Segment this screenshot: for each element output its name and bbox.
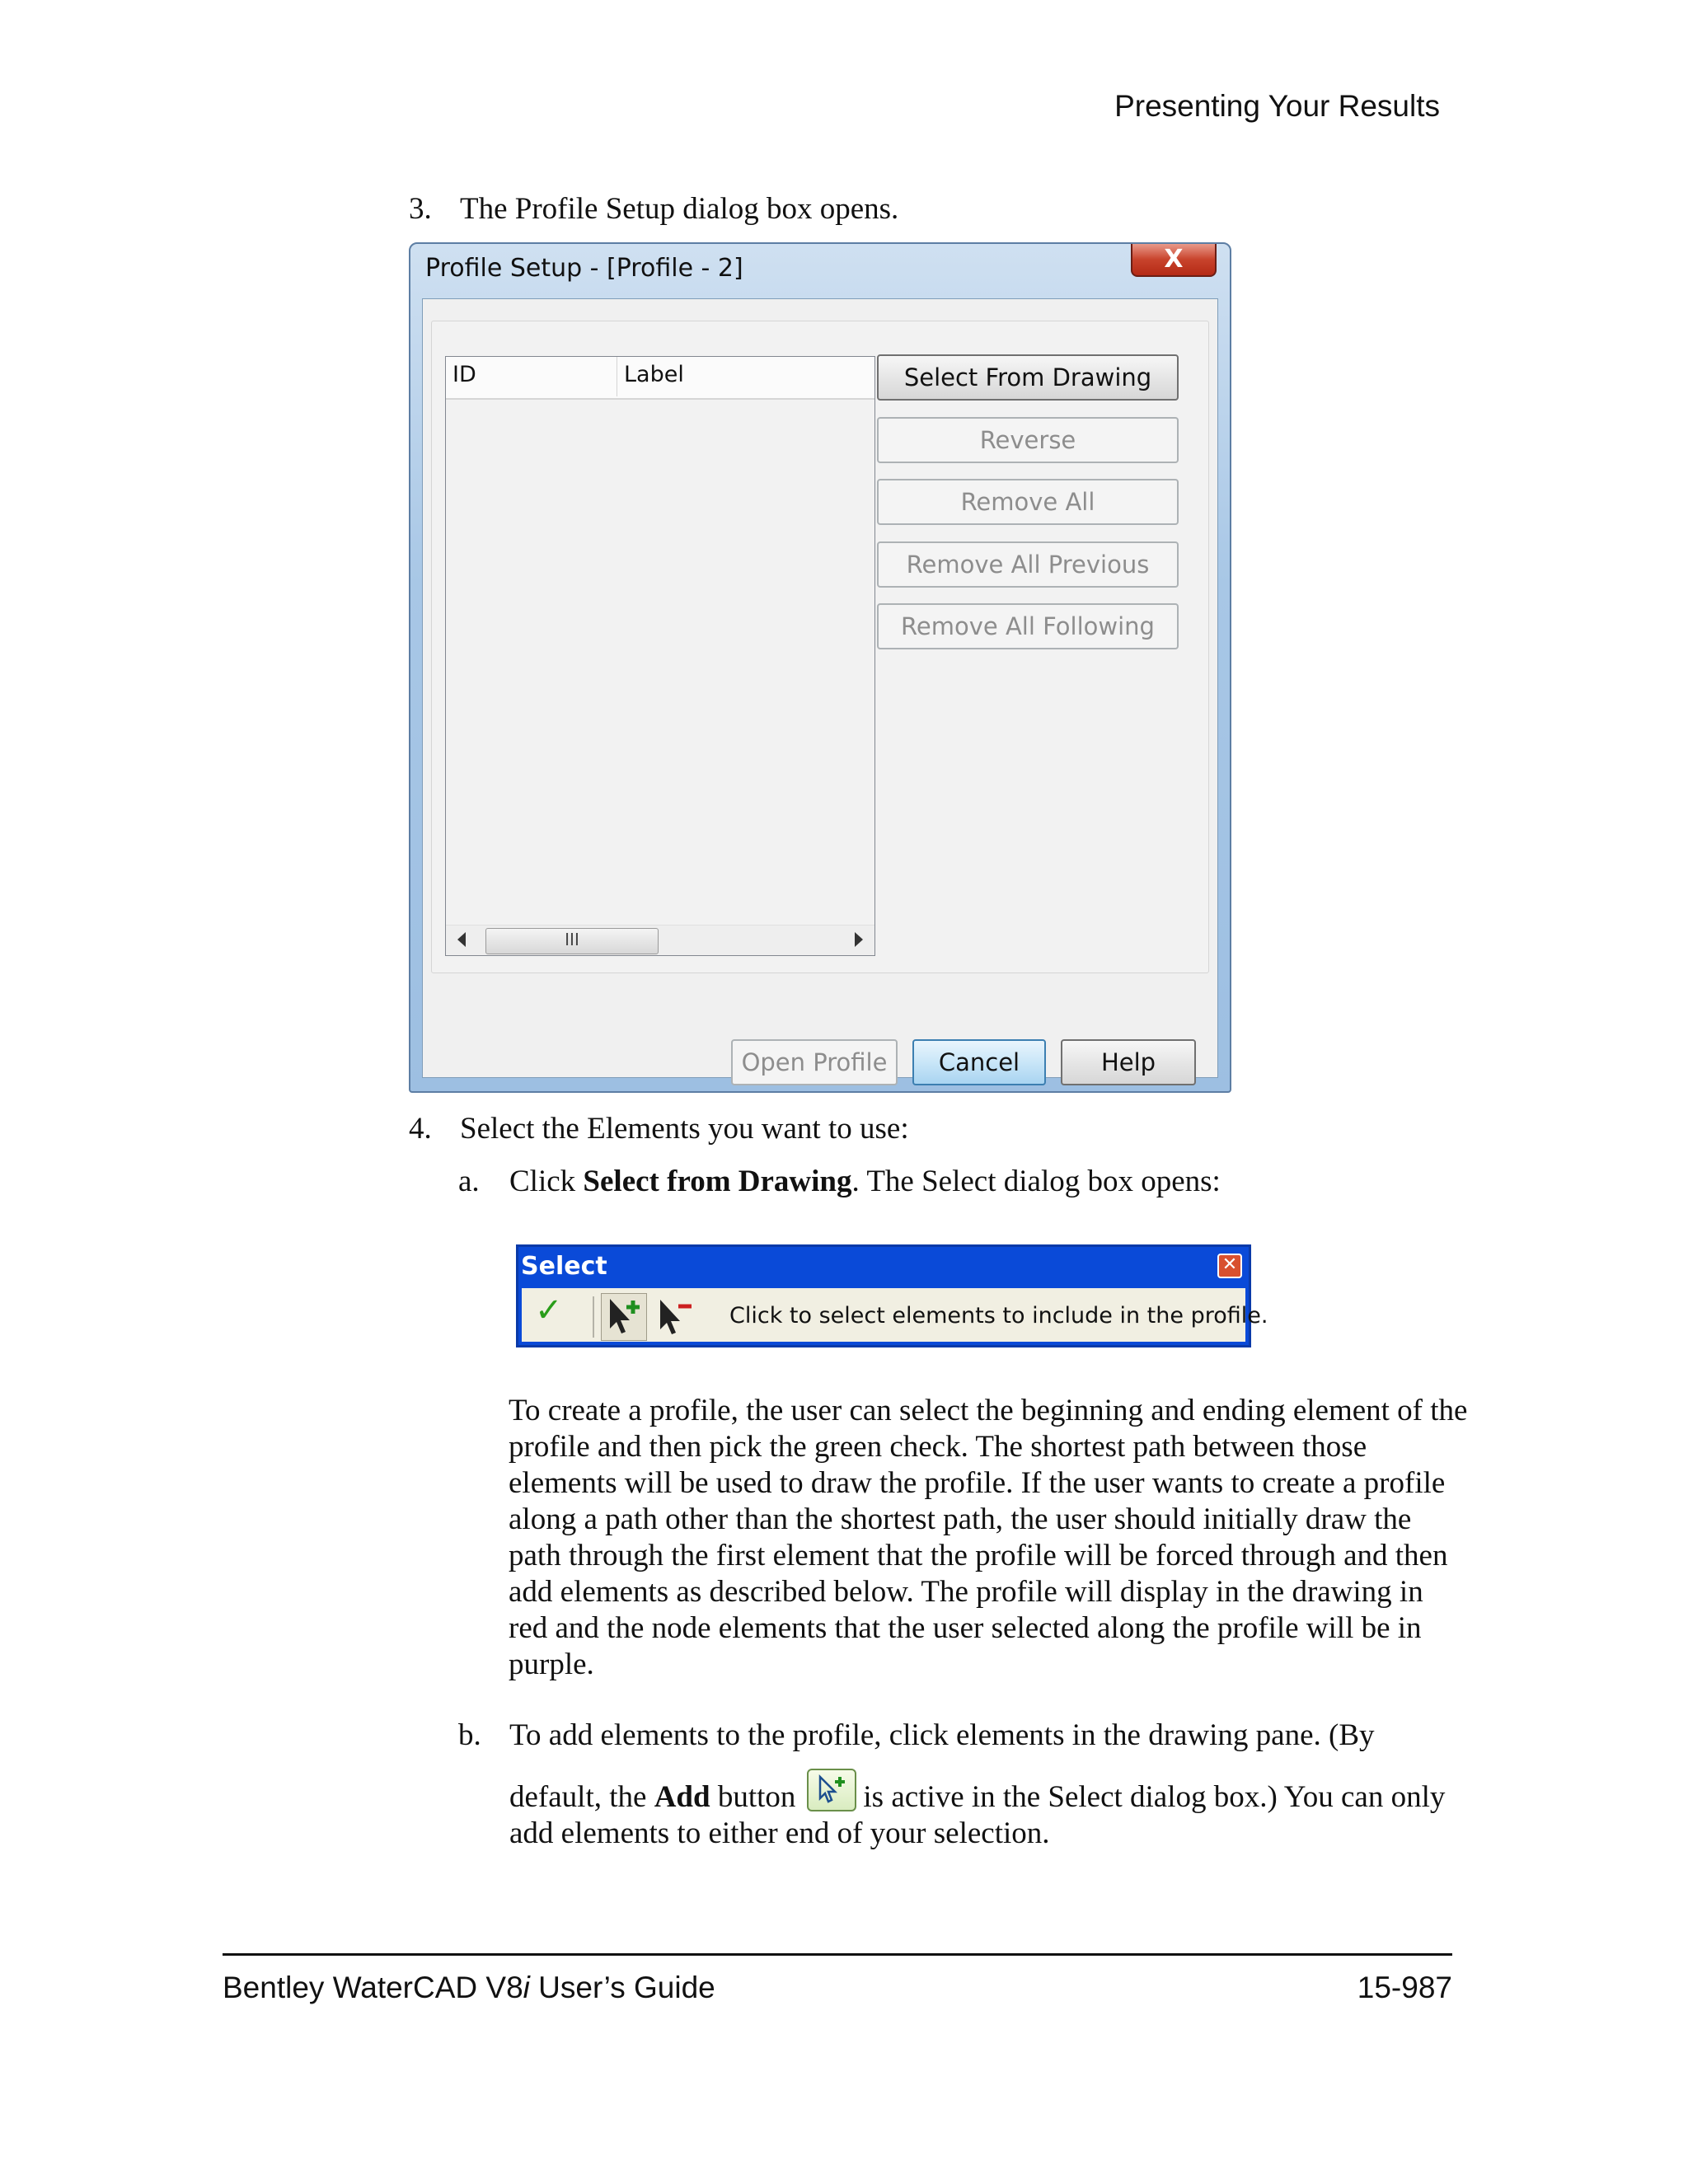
footer-rule: [223, 1953, 1452, 1956]
column-header-label[interactable]: Label: [624, 362, 684, 387]
scroll-thumb[interactable]: III: [485, 928, 659, 954]
scroll-left-icon[interactable]: [457, 932, 466, 947]
select-instruction: Click to select elements to include in the profile.: [729, 1303, 1268, 1329]
paragraph-line: along a path other than the shortest path, the user should initially draw the: [509, 1502, 1412, 1536]
select-dialog: [516, 1244, 1268, 1347]
profile-setup-dialog: [409, 242, 1231, 1093]
bold-term: Add: [654, 1780, 710, 1814]
substep-line: To add elements to the profile, click elements in the drawing pane. (By: [509, 1718, 1375, 1752]
select-toolbar: [522, 1288, 1268, 1342]
text-run: is active in the Select dialog box.) You can only: [863, 1780, 1446, 1814]
step-text: Select the Elements you want to use:: [460, 1112, 909, 1146]
dialog-client-area: [422, 298, 1218, 1078]
paragraph-line: profile and then pick the green check. The shortest path between those: [509, 1430, 1367, 1464]
remove-all-previous-button[interactable]: Remove All Previous: [877, 541, 1179, 588]
column-header-id[interactable]: ID: [446, 357, 617, 396]
profile-group-box: [431, 321, 1209, 973]
close-button[interactable]: X: [1131, 244, 1217, 277]
add-button-icon: [807, 1769, 856, 1811]
select-from-drawing-button[interactable]: Select From Drawing: [877, 354, 1179, 401]
list-header: [446, 357, 874, 400]
profile-explanation: [509, 1393, 1468, 1683]
add-arrow-icon: [602, 1294, 646, 1340]
substep-letter: b.: [458, 1718, 481, 1752]
text-run: default, the: [509, 1780, 654, 1814]
text-run: User’s Guide: [529, 1971, 715, 2004]
paragraph-line: add elements as described below. The profile will display in the drawing in: [509, 1575, 1423, 1609]
remove-all-button[interactable]: Remove All: [877, 479, 1179, 525]
horizontal-scrollbar[interactable]: [446, 925, 874, 955]
substep-line: add elements to either end of your selection.: [509, 1816, 1050, 1850]
page-number: 15-987: [1357, 1971, 1452, 2004]
step-number: 3.: [409, 192, 432, 226]
remove-arrow-icon: [654, 1293, 696, 1341]
done-check-icon[interactable]: ✓: [535, 1291, 563, 1329]
substep-letter: a.: [458, 1165, 480, 1198]
substep-line: [509, 1769, 1445, 1816]
bold-term: Select from Drawing: [583, 1165, 852, 1198]
substep-b: [458, 1718, 1447, 1874]
help-button[interactable]: Help: [1061, 1039, 1196, 1085]
step-number: 4.: [409, 1112, 432, 1146]
text-run: Bentley WaterCAD V8: [223, 1971, 523, 2004]
paragraph-line: path through the first element that the profile will be forced through and then: [509, 1539, 1448, 1572]
element-list[interactable]: [445, 356, 875, 956]
reverse-button[interactable]: Reverse: [877, 417, 1179, 463]
open-profile-button[interactable]: Open Profile: [731, 1039, 898, 1085]
italic-run: i: [523, 1971, 530, 2004]
paragraph-line: elements will be used to draw the profile. If the user wants to create a profile: [509, 1466, 1446, 1500]
substep-text: [509, 1718, 1445, 1852]
substep-text: [509, 1164, 1221, 1200]
select-close-button[interactable]: ✕: [1217, 1254, 1242, 1278]
paragraph-line: purple.: [509, 1647, 594, 1681]
text-run: . The Select dialog box opens:: [851, 1165, 1221, 1198]
running-header: Presenting Your Results: [1114, 89, 1440, 123]
scroll-right-icon[interactable]: [855, 932, 863, 947]
step-text: The Profile Setup dialog box opens.: [460, 192, 899, 226]
paragraph-line: red and the node elements that the user selected along the profile will be in: [509, 1611, 1422, 1645]
text-run: Click: [509, 1165, 584, 1198]
step-4: [409, 1111, 1068, 1147]
text-run: button: [710, 1780, 796, 1814]
paragraph-line: To create a profile, the user can select the beginning and ending element of the: [509, 1394, 1468, 1427]
select-dialog-title: Select: [521, 1252, 607, 1281]
remove-all-following-button[interactable]: Remove All Following: [877, 603, 1179, 649]
add-element-button[interactable]: [601, 1293, 647, 1341]
toolbar-separator: [593, 1296, 594, 1338]
remove-element-button[interactable]: [654, 1293, 696, 1341]
step-3: [409, 191, 986, 227]
substep-a: [458, 1164, 1282, 1200]
footer-product-title: [223, 1971, 715, 2005]
cancel-button[interactable]: Cancel: [912, 1039, 1046, 1085]
dialog-title: Profile Setup - [Profile - 2]: [425, 254, 743, 283]
